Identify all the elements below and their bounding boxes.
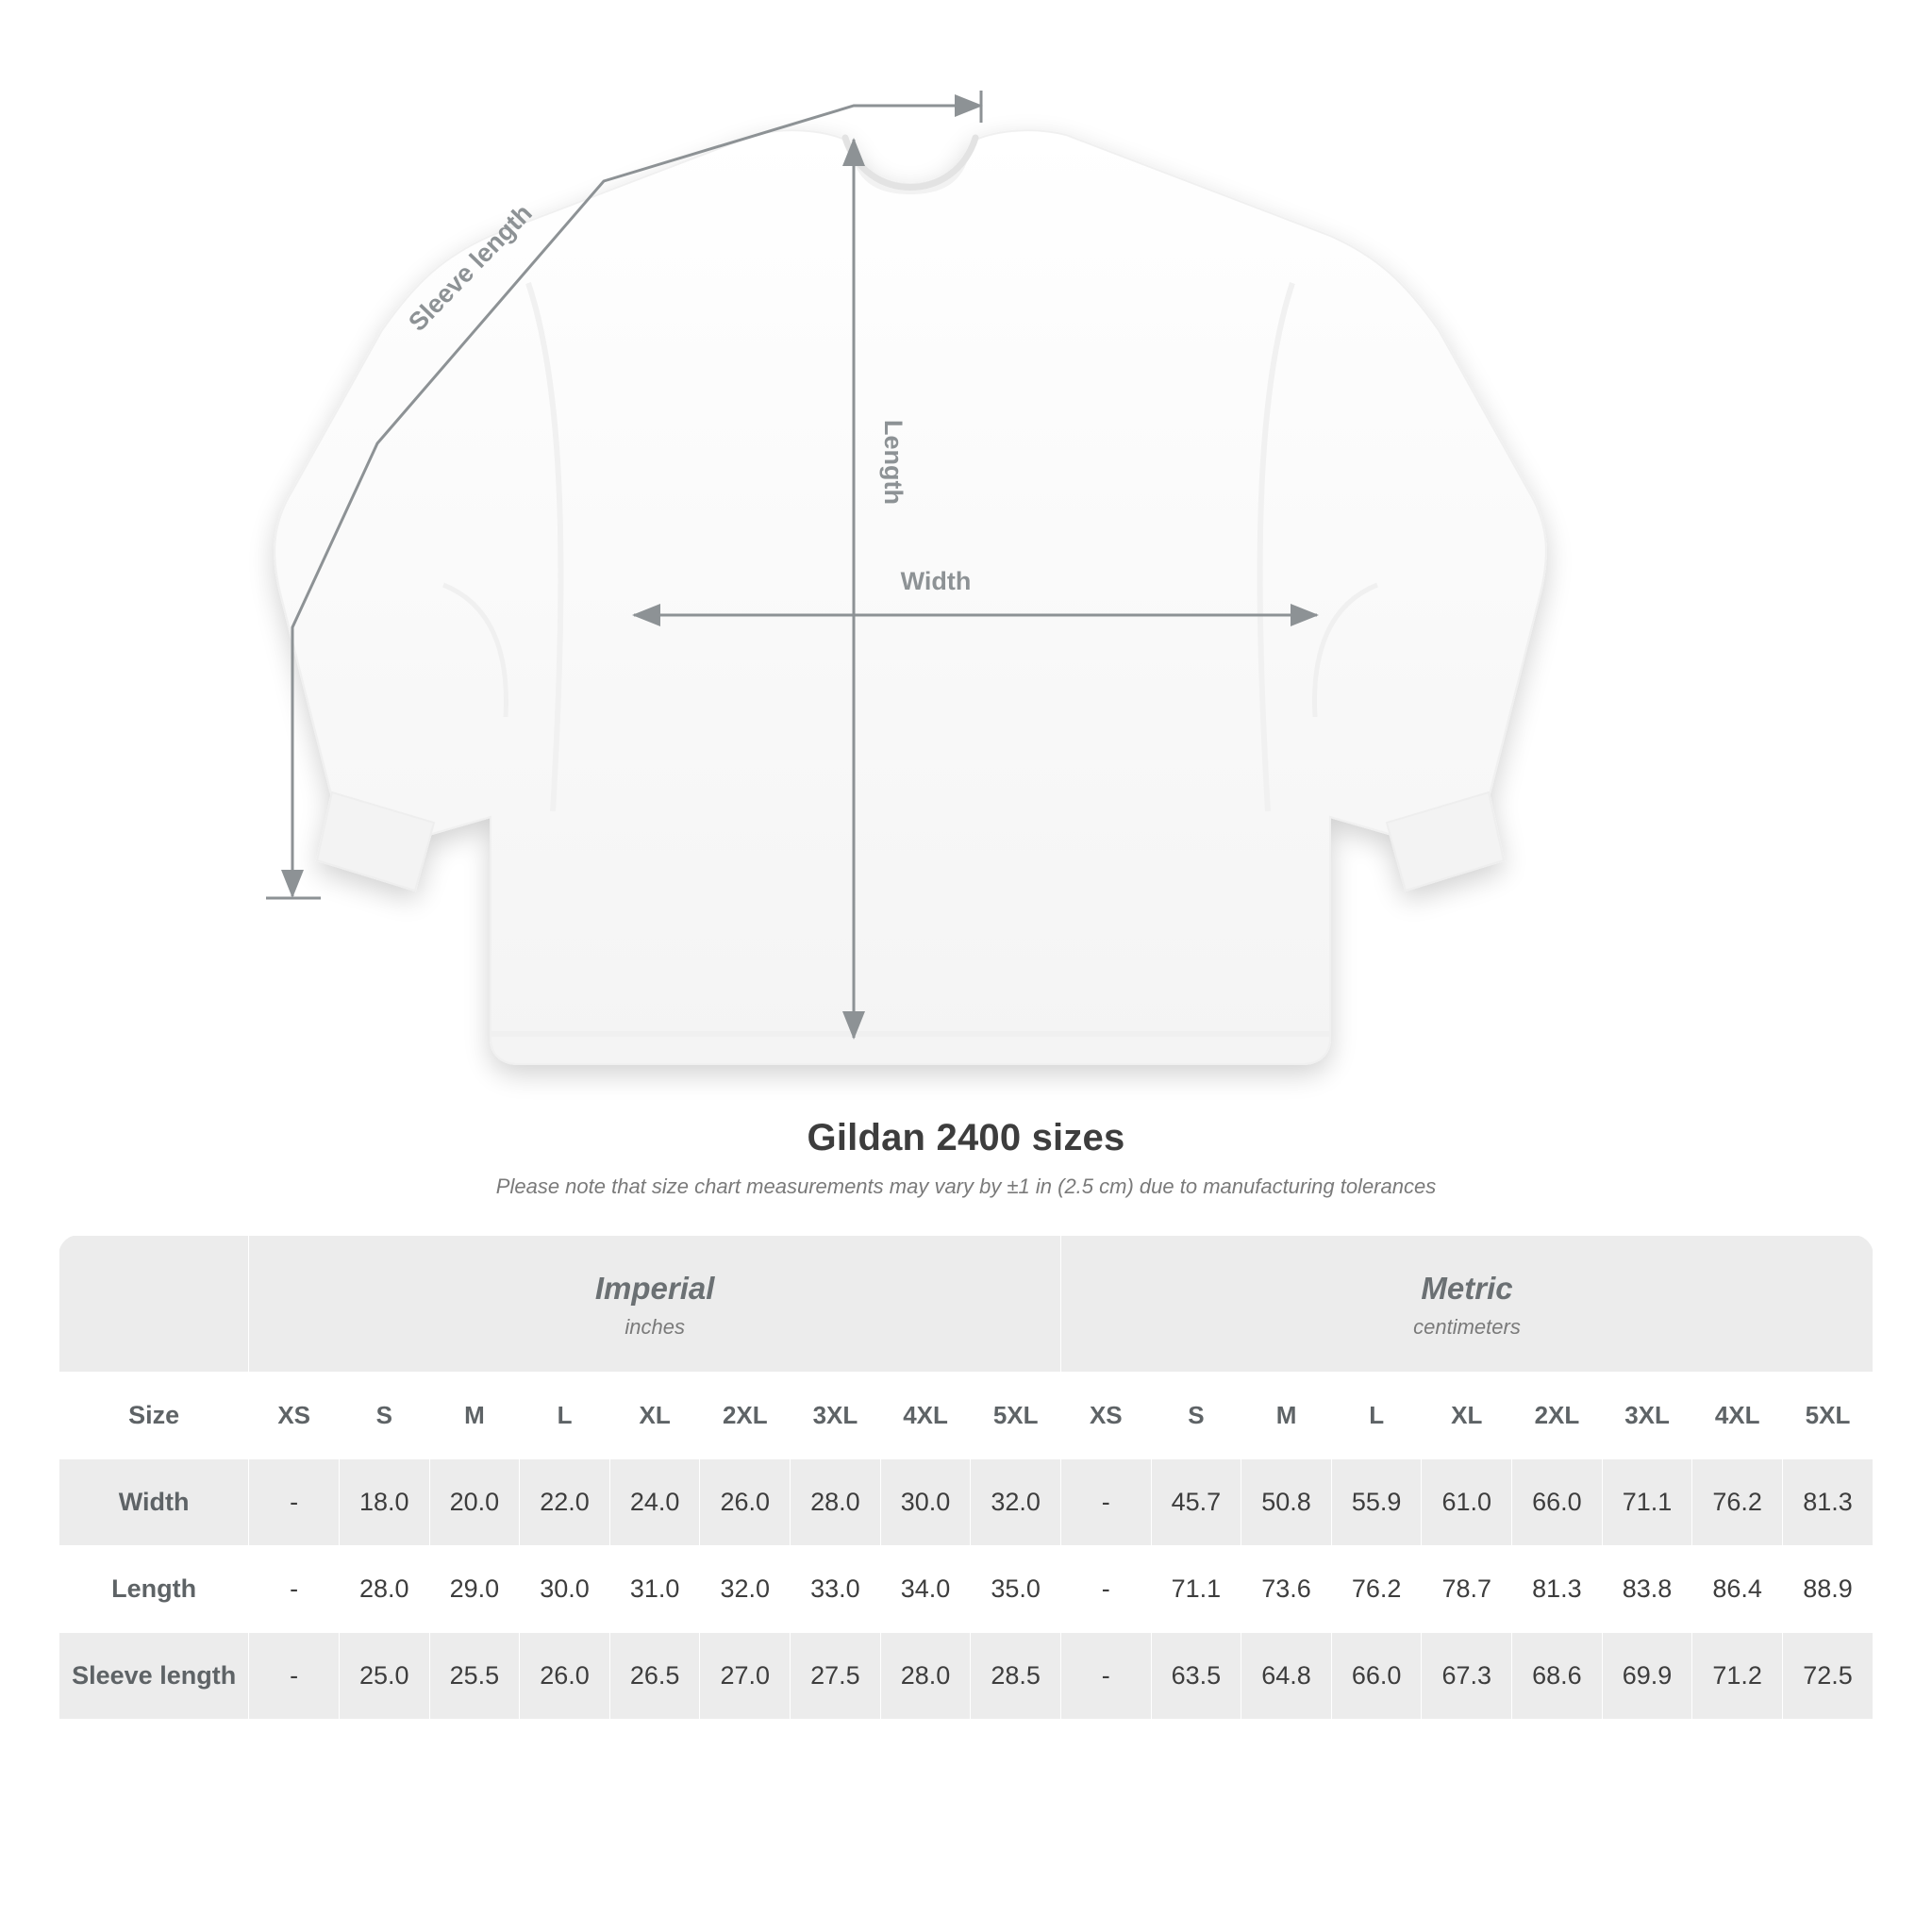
cell-length-metric-4xl: 86.4 <box>1692 1545 1783 1632</box>
cell-width-metric-xs: - <box>1060 1458 1151 1545</box>
cell-sleeve-metric-s: 63.5 <box>1151 1632 1241 1719</box>
size-header-metric-m: M <box>1241 1372 1332 1458</box>
cell-sleeve-imperial-3xl: 27.5 <box>791 1632 881 1719</box>
size-header-metric-xs: XS <box>1060 1372 1151 1458</box>
tolerance-note: Please note that size chart measurements may vary by ±1 in (2.5 cm) due to manufacturing tolerances <box>495 1174 1437 1198</box>
cell-length-metric-s: 71.1 <box>1151 1545 1241 1632</box>
cell-length-imperial-2xl: 32.0 <box>700 1545 791 1632</box>
cell-width-metric-4xl: 76.2 <box>1692 1458 1783 1545</box>
cell-width-metric-5xl: 81.3 <box>1782 1458 1873 1545</box>
cell-sleeve-metric-3xl: 69.9 <box>1602 1632 1692 1719</box>
size-header-imperial-m: M <box>429 1372 520 1458</box>
unit-imperial-name: Imperial <box>594 1271 715 1306</box>
unit-header-row <box>59 1236 1874 1373</box>
size-header-imperial-2xl: 2XL <box>700 1372 791 1458</box>
size-header-imperial-4xl: 4XL <box>880 1372 971 1458</box>
table-row <box>59 1632 1874 1719</box>
unit-imperial-sub: inches <box>625 1314 685 1339</box>
size-header-imperial-5xl: 5XL <box>971 1372 1061 1458</box>
cell-sleeve-imperial-m: 25.5 <box>429 1632 520 1719</box>
cell-width-metric-s: 45.7 <box>1151 1458 1241 1545</box>
cell-length-imperial-5xl: 35.0 <box>971 1545 1061 1632</box>
cell-width-imperial-4xl: 30.0 <box>880 1458 971 1545</box>
size-header-imperial-l: L <box>520 1372 610 1458</box>
cell-width-metric-m: 50.8 <box>1241 1458 1332 1545</box>
size-header-metric-xl: XL <box>1422 1372 1512 1458</box>
cell-length-imperial-xl: 31.0 <box>609 1545 700 1632</box>
cell-width-imperial-5xl: 32.0 <box>971 1458 1061 1545</box>
size-header-metric-3xl: 3XL <box>1602 1372 1692 1458</box>
size-header-imperial-xs: XS <box>249 1372 340 1458</box>
cell-length-metric-xl: 78.7 <box>1422 1545 1512 1632</box>
cell-width-imperial-xl: 24.0 <box>609 1458 700 1545</box>
cell-sleeve-metric-4xl: 71.2 <box>1692 1632 1783 1719</box>
cell-sleeve-metric-xs: - <box>1060 1632 1151 1719</box>
size-header-imperial-3xl: 3XL <box>791 1372 881 1458</box>
size-header-metric-5xl: 5XL <box>1782 1372 1873 1458</box>
cell-sleeve-imperial-2xl: 27.0 <box>700 1632 791 1719</box>
size-header-metric-l: L <box>1331 1372 1422 1458</box>
cell-width-imperial-s: 18.0 <box>339 1458 429 1545</box>
cell-sleeve-metric-xl: 67.3 <box>1422 1632 1512 1719</box>
cell-length-imperial-4xl: 34.0 <box>880 1545 971 1632</box>
sleeve-length-guide-label: Sleeve length <box>403 198 538 337</box>
cell-length-imperial-xs: - <box>249 1545 340 1632</box>
length-guide-label: Length <box>879 420 908 505</box>
size-header-row <box>59 1372 1874 1458</box>
unit-metric-name: Metric <box>1421 1271 1513 1306</box>
unit-metric-sub: centimeters <box>1413 1314 1521 1339</box>
size-table <box>58 1235 1874 1720</box>
table-corner-cell <box>59 1236 249 1373</box>
cell-length-imperial-l: 30.0 <box>520 1545 610 1632</box>
cell-sleeve-metric-l: 66.0 <box>1331 1632 1422 1719</box>
cell-length-metric-2xl: 81.3 <box>1512 1545 1603 1632</box>
size-header-imperial-xl: XL <box>609 1372 700 1458</box>
cell-length-imperial-m: 29.0 <box>429 1545 520 1632</box>
cell-width-metric-l: 55.9 <box>1331 1458 1422 1545</box>
size-table-container <box>58 1235 1874 1720</box>
size-header-imperial-s: S <box>339 1372 429 1458</box>
unit-group-imperial <box>249 1236 1061 1373</box>
cell-width-metric-2xl: 66.0 <box>1512 1458 1603 1545</box>
table-row <box>59 1545 1874 1632</box>
size-label-cell: Size <box>59 1372 249 1458</box>
cell-width-metric-3xl: 71.1 <box>1602 1458 1692 1545</box>
cell-length-metric-l: 76.2 <box>1331 1545 1422 1632</box>
cell-length-metric-m: 73.6 <box>1241 1545 1332 1632</box>
cell-sleeve-imperial-s: 25.0 <box>339 1632 429 1719</box>
cell-sleeve-metric-2xl: 68.6 <box>1512 1632 1603 1719</box>
size-header-metric-s: S <box>1151 1372 1241 1458</box>
cell-length-metric-xs: - <box>1060 1545 1151 1632</box>
cell-length-metric-3xl: 83.8 <box>1602 1545 1692 1632</box>
cell-width-imperial-m: 20.0 <box>429 1458 520 1545</box>
cell-length-imperial-3xl: 33.0 <box>791 1545 881 1632</box>
cell-sleeve-imperial-l: 26.0 <box>520 1632 610 1719</box>
cell-width-imperial-2xl: 26.0 <box>700 1458 791 1545</box>
page-title: Gildan 2400 sizes <box>807 1117 1125 1158</box>
cell-sleeve-imperial-xs: - <box>249 1632 340 1719</box>
cell-width-imperial-3xl: 28.0 <box>791 1458 881 1545</box>
table-row <box>59 1458 1874 1545</box>
cell-width-imperial-l: 22.0 <box>520 1458 610 1545</box>
row-label-length: Length <box>59 1545 249 1632</box>
size-header-metric-4xl: 4XL <box>1692 1372 1783 1458</box>
title-block <box>0 1117 1932 1199</box>
cell-sleeve-imperial-xl: 26.5 <box>609 1632 700 1719</box>
unit-group-metric <box>1060 1236 1873 1373</box>
row-label-width: Width <box>59 1458 249 1545</box>
cell-width-imperial-xs: - <box>249 1458 340 1545</box>
cell-sleeve-metric-m: 64.8 <box>1241 1632 1332 1719</box>
cell-sleeve-imperial-4xl: 28.0 <box>880 1632 971 1719</box>
cell-length-metric-5xl: 88.9 <box>1782 1545 1873 1632</box>
cell-length-imperial-s: 28.0 <box>339 1545 429 1632</box>
size-header-metric-2xl: 2XL <box>1512 1372 1603 1458</box>
width-guide-label: Width <box>900 567 972 595</box>
cell-sleeve-imperial-5xl: 28.5 <box>971 1632 1061 1719</box>
cell-width-metric-xl: 61.0 <box>1422 1458 1512 1545</box>
cell-sleeve-metric-5xl: 72.5 <box>1782 1632 1873 1719</box>
row-label-sleeve-length: Sleeve length <box>59 1632 249 1719</box>
